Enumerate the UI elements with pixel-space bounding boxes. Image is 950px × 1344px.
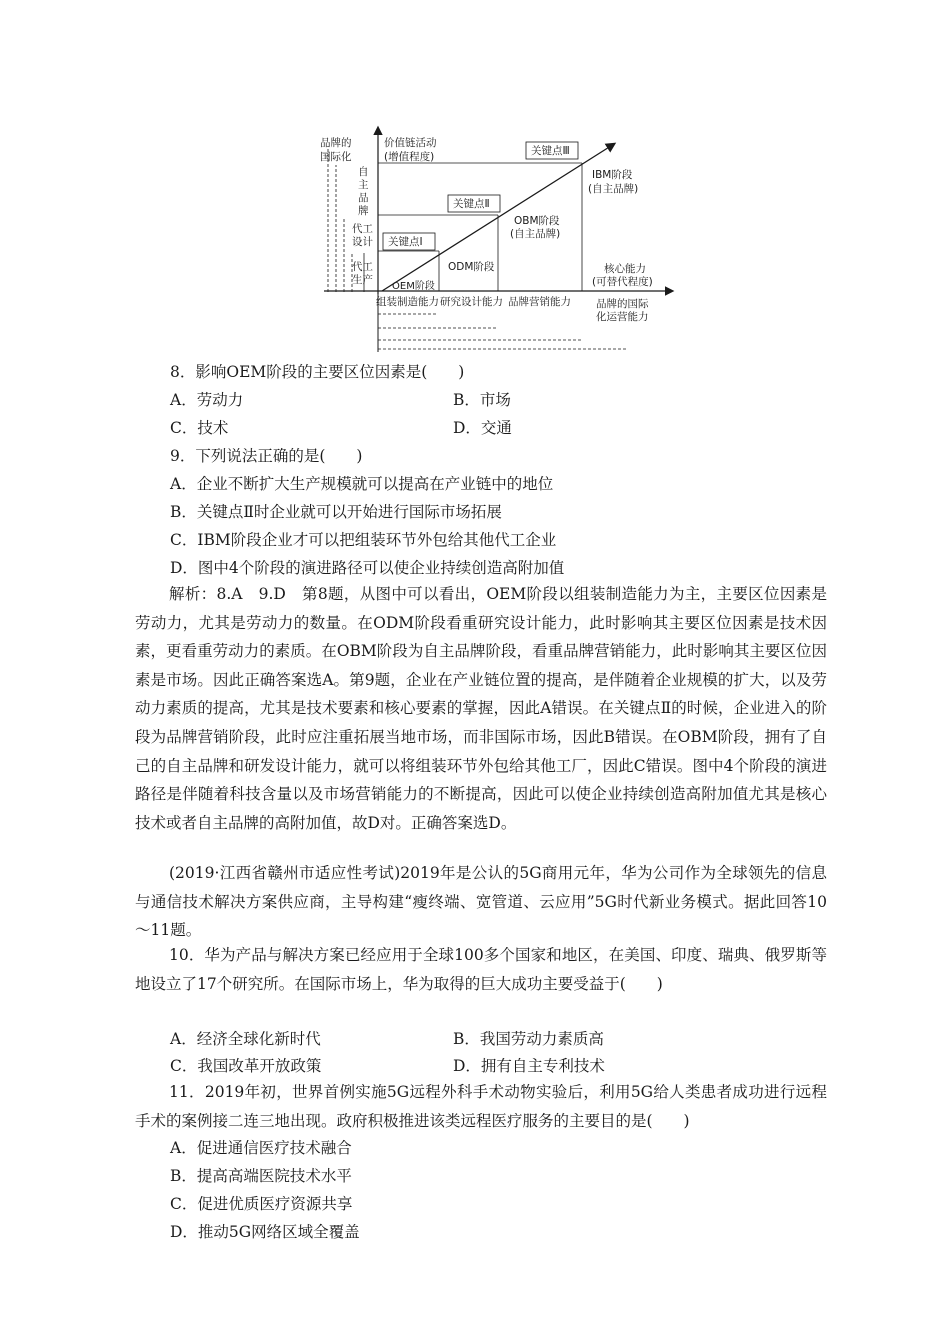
key-point-3: 关键点Ⅲ xyxy=(531,145,570,157)
x-axis-title-1: 核心能力 xyxy=(604,263,646,275)
q8-option-d: D．交通 xyxy=(453,419,512,437)
key-point-2: 关键点Ⅱ xyxy=(453,198,490,210)
q8-option-b: B．市场 xyxy=(453,391,511,409)
value-chain-diagram xyxy=(300,120,680,360)
q10-option-c: C．我国改革开放政策 xyxy=(170,1057,322,1075)
y-stage-oem-design: 设计 xyxy=(352,236,373,248)
q11-option-a: A．促进通信医疗技术融合 xyxy=(170,1139,352,1157)
q9-option-b: B．关键点Ⅱ时企业就可以开始进行国际市场拓展 xyxy=(170,503,502,521)
q11-option-c: C．促进优质医疗资源共享 xyxy=(170,1195,353,1213)
stage-obm: OBM阶段 xyxy=(514,215,560,227)
q10-option-a: A．经济全球化新时代 xyxy=(170,1030,321,1048)
y-stage-oem-production: 代工 xyxy=(352,261,373,273)
x-cap-research: 研究设计能力 xyxy=(440,296,503,308)
y-stage-self-brand: 主 xyxy=(358,179,369,191)
stage-odm: ODM阶段 xyxy=(448,261,495,273)
stage-ibm: IBM阶段 xyxy=(592,169,633,181)
left-label-2: 国际化 xyxy=(320,151,352,163)
x-cap-intl-2: 化运营能力 xyxy=(596,311,649,323)
q9-option-a: A．企业不断扩大生产规模就可以提高在产业链中的地位 xyxy=(170,475,554,493)
y-axis-title-2: (增值程度) xyxy=(384,151,435,163)
question-9: 9．下列说法正确的是( ) xyxy=(170,447,363,465)
y-stage-self-brand: 牌 xyxy=(358,205,369,217)
question-8: 8．影响OEM阶段的主要区位因素是( ) xyxy=(170,363,465,381)
stage-obm-sub: (自主品牌) xyxy=(510,228,561,240)
x-cap-marketing: 品牌营销能力 xyxy=(508,296,571,308)
x-cap-assembly: 组装制造能力 xyxy=(376,296,439,308)
y-stage-oem-production: 生产 xyxy=(352,274,373,286)
x-cap-intl: 品牌的国际 xyxy=(596,298,649,310)
key-point-1: 关键点Ⅰ xyxy=(388,236,423,248)
y-stage-oem-design: 代工 xyxy=(352,223,373,235)
y-axis-title-1: 价值链活动 xyxy=(384,137,437,149)
q11-option-d: D．推动5G网络区域全覆盖 xyxy=(170,1223,360,1241)
y-stage-self-brand: 品 xyxy=(358,192,369,204)
intro-text: (2019·江西省赣州市适应性考试)2019年是公认的5G商用元年，华为公司作为全球领先的信息与通信技术解决方案供应商，主导构建“瘦终端、宽管道、云应用”5G时代新业务模式。据此回答10～11题。 xyxy=(135,864,827,940)
question-11: 11．2019年初，世界首例实施5G远程外科手术动物实验后，利用5G给人类患者成功进行远程手术的案例接二连三地出现。政府积极推进该类远程医疗服务的主要目的是( ) xyxy=(135,1083,827,1130)
question-10: 10．华为产品与解决方案已经应用于全球100多个国家和地区，在美国、印度、瑞典、俄罗斯等地设立了17个研究所。在国际市场上，华为取得的巨大成功主要受益于( ) xyxy=(135,946,827,993)
q9-option-c: C．IBM阶段企业才可以把组装环节外包给其他代工企业 xyxy=(170,531,557,549)
q10-option-d: D．拥有自主专利技术 xyxy=(453,1057,605,1075)
x-axis-title-2: (可替代程度) xyxy=(592,276,653,288)
stage-ibm-sub: (自主品牌) xyxy=(588,183,639,195)
q8-option-a: A．劳动力 xyxy=(170,391,244,409)
y-stage-self-brand: 自 xyxy=(358,166,369,178)
analysis-text: 解析：8.A 9.D 第8题，从图中可以看出，OEM阶段以组装制造能力为主，主要区位因素是劳动力，尤其是劳动力的数量。在ODM阶段看重研究设计能力，此时影响其主要区位因素是技术因素，更看重劳动力的素质。在OBM阶段为自主品牌阶段，看重品牌营销能力，此时影响其主要区位因素是市场。因此正确答案选A。第9题，企业在产业链位置的提高，是伴随着企业规模的扩大，以及劳动力素质的提高，尤其是技术要素和核心要素的掌握，因此A错误。在关键点Ⅱ的时候，企业进入的阶段为品牌营销阶段，此时应注重拓展当地市场，而非国际市场，因此B错误。在OBM阶段，拥有了自己的自主品牌和研发设计能力，就可以将组装环节外包给其他工厂，因此C错误。图中4个阶段的演进路径是伴随着科技含量以及市场营销能力的不断提高，因此可以使企业持续创造高附加值尤其是核心技术或者自主品牌的高附加值，故D对。正确答案选D。 xyxy=(135,585,827,832)
q8-option-c: C．技术 xyxy=(170,419,229,437)
left-label-1: 品牌的 xyxy=(320,137,352,149)
q9-option-d: D．图中4个阶段的演进路径可以使企业持续创造高附加值 xyxy=(170,559,565,577)
stage-oem: OEM阶段 xyxy=(392,281,435,292)
q10-option-b: B．我国劳动力素质高 xyxy=(453,1030,604,1048)
q11-option-b: B．提高高端医院技术水平 xyxy=(170,1167,352,1185)
